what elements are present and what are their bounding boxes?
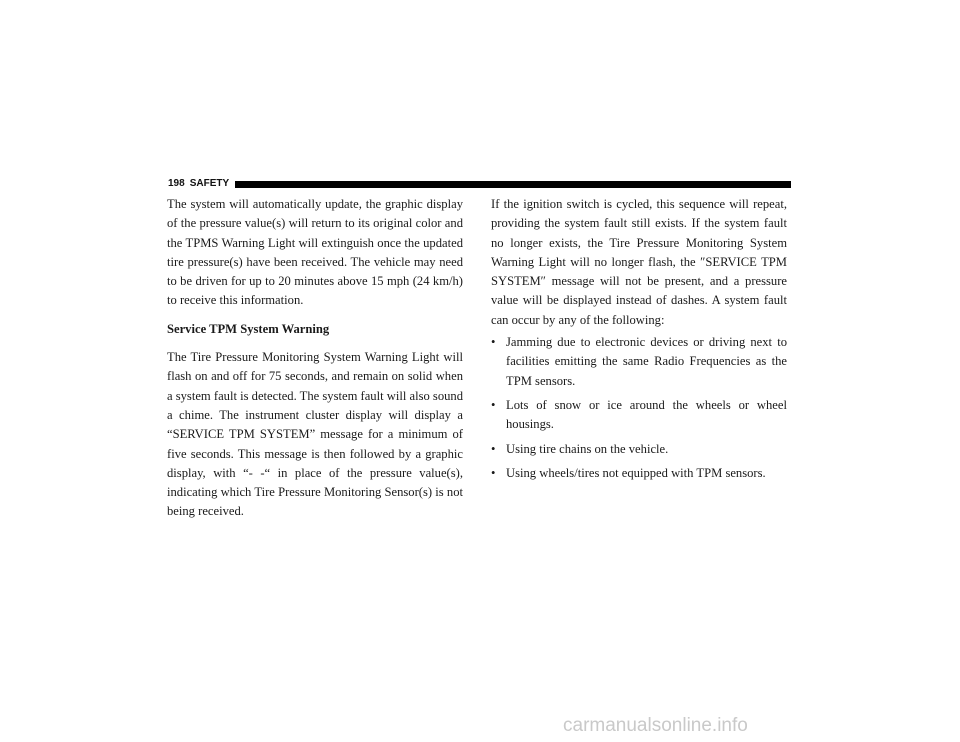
page-header bbox=[168, 178, 791, 190]
bullet-icon: • bbox=[491, 397, 496, 412]
bullet-icon: • bbox=[491, 441, 496, 456]
list-item-text: Using wheels/tires not equipped with TPM sensors. bbox=[506, 465, 766, 480]
watermark-text: carmanualsonline.info bbox=[563, 715, 748, 736]
header-rule bbox=[235, 181, 791, 188]
page-number: 198 bbox=[168, 178, 185, 189]
right-column bbox=[491, 195, 787, 488]
list-item bbox=[491, 396, 787, 435]
list-item-text: Jamming due to electronic devices or driving next to facilities emitting the same Radio Frequencies as the TPM sensors. bbox=[506, 335, 787, 388]
list-item-text: Using tire chains on the vehicle. bbox=[506, 441, 669, 456]
paragraph-warning-light: The Tire Pressure Monitoring System Warning Light will flash on and off for 75 seconds, and remain on solid when a system fault is detected. The system fault will also sound a chime. The instrument cluster display will display a “SERVICE TPM SYSTEM” message for a minimum of five seconds. This message is then followed by a graphic display, with “- -“ in place of the pressure value(s), indicating which Tire Pressure Monitoring Sensor(s) is not being received. bbox=[167, 350, 464, 519]
left-column bbox=[167, 195, 463, 522]
section-title: SAFETY bbox=[189, 178, 230, 189]
list-item bbox=[491, 333, 787, 391]
bullet-icon: • bbox=[491, 465, 496, 480]
bullet-icon: • bbox=[491, 335, 496, 350]
paragraph-ignition: If the ignition switch is cycled, this sequence will repeat, providing the system fault still exists. If the system fault no longer exists, the Tire Pressure Monitoring System Warning Light will no longer flash, the ″SERVICE TPM SYSTEM″ message will not be present, and a pressure value will be displayed instead of dashes. A system fault can occur by any of the following: bbox=[491, 197, 787, 327]
list-item bbox=[491, 440, 787, 459]
list-item bbox=[491, 464, 787, 483]
fault-cause-list bbox=[491, 333, 787, 483]
section-heading: Service TPM System Warning bbox=[167, 321, 330, 336]
list-item-text: Lots of snow or ice around the wheels or wheel housings. bbox=[506, 397, 787, 432]
paragraph-update: The system will automatically update, the graphic display of the pressure value(s) will return to its original color and the TPMS Warning Light will extinguish once the updated tire pressure(s) have been received. The vehicle may need to be driven for up to 20 minutes above 15 mph (24 km/h) to receive this information. bbox=[167, 197, 463, 308]
